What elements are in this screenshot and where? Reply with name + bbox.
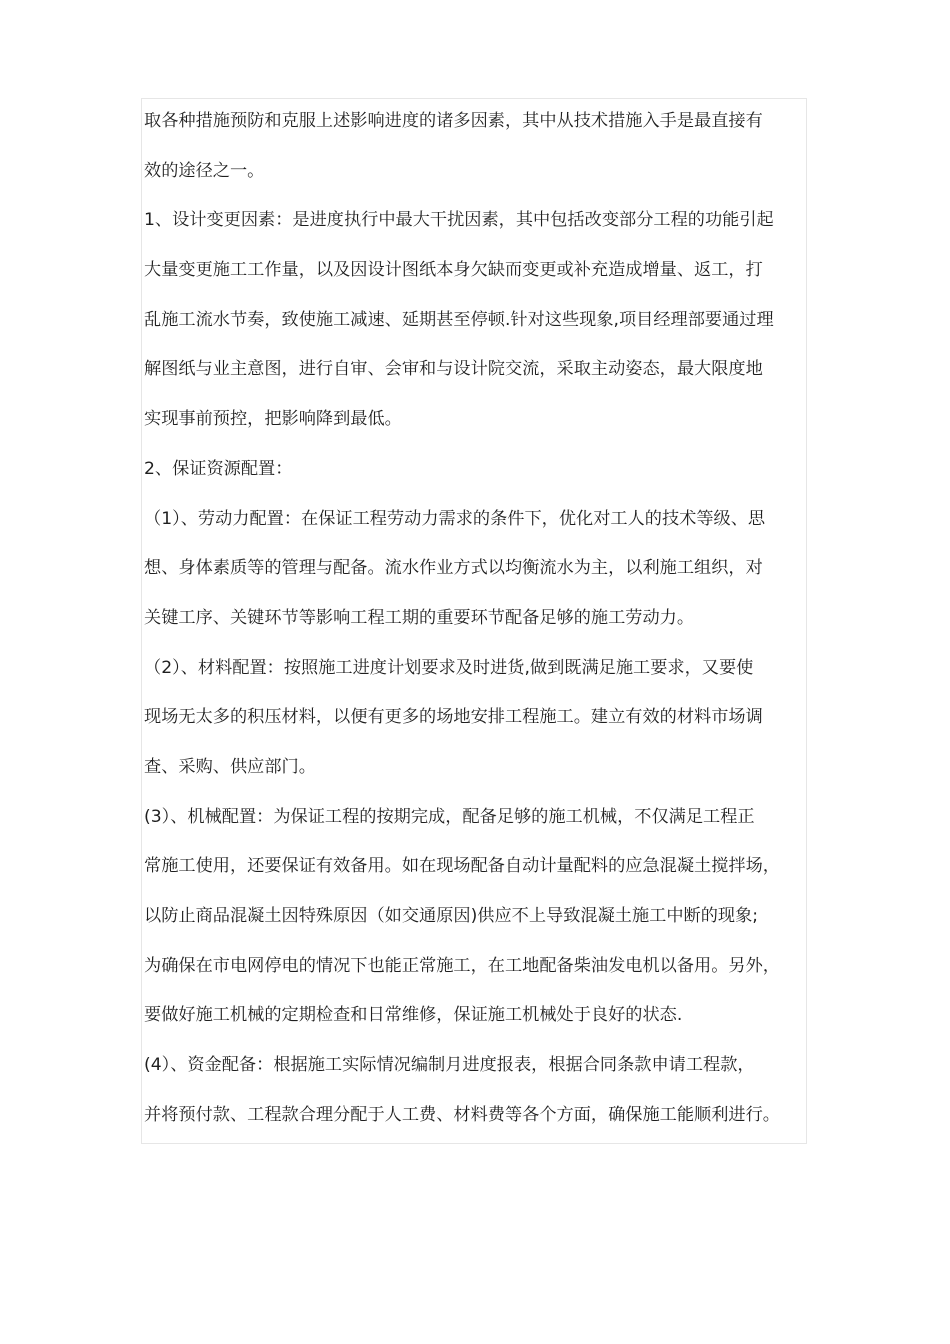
text-line: 取各种措施预防和克服上述影响进度的诸多因素，其中从技术措施入手是最直接有 (144, 111, 763, 131)
text-line: （2）、材料配置：按照施工进度计划要求及时进货,做到既满足施工要求，又要使 (144, 657, 754, 678)
text-line: 想、身体素质等的管理与配备。流水作业方式以均衡流水为主，以利施工组织，对 (144, 558, 763, 579)
text-line: 效的途径之一。 (144, 160, 265, 181)
text-line: 要做好施工机械的定期检查和日常维修，保证施工机械处于良好的状态. (144, 1005, 683, 1026)
text-line: 以防止商品混凝土因特殊原因（如交通原因)供应不上导致混凝土施工中断的现象; (144, 906, 759, 926)
text-line: 并将预付款、工程款合理分配于人工费、材料费等各个方面，确保施工能顺利进行。 (144, 1104, 780, 1125)
text-line: （1）、劳动力配置：在保证工程劳动力需求的条件下，优化对工人的技术等级、思 (144, 508, 766, 529)
text-line: 解图纸与业主意图，进行自审、会审和与设计院交流，采取主动姿态，最大限度地 (144, 359, 763, 380)
text-line: (4）、资金配备：根据施工实际情况编制月进度报表，根据合同条款申请工程款， (144, 1055, 755, 1076)
text-line: 关键工序、关键环节等影响工程工期的重要环节配备足够的施工劳动力。 (144, 607, 695, 628)
text-line: 为确保在市电网停电的情况下也能正常施工，在工地配备柴油发电机以备用。另外， (144, 955, 780, 976)
text-line: 大量变更施工工作量，以及因设计图纸本身欠缺而变更或补充造成增量、返工，打 (144, 260, 763, 281)
text-line: 现场无太多的积压材料，以便有更多的场地安排工程施工。建立有效的材料市场调 (144, 707, 763, 728)
text-line: 常施工使用，还要保证有效备用。如在现场配备自动计量配料的应急混凝土搅拌场， (144, 856, 780, 877)
text-line: 2、保证资源配置： (144, 458, 293, 479)
text-line: 实现事前预控，把影响降到最低。 (144, 409, 402, 430)
document-body (144, 97, 816, 1140)
text-line: 查、采购、供应部门。 (144, 756, 316, 777)
text-line: 乱施工流水节奏，致使施工减速、延期甚至停顿.针对这些现象,项目经理部要通过理 (144, 309, 774, 330)
text-line: 1、设计变更因素：是进度执行中最大干扰因素，其中包括改变部分工程的功能引起 (144, 210, 774, 231)
text-line: (3）、机械配置：为保证工程的按期完成，配备足够的施工机械，不仅满足工程正 (144, 806, 755, 827)
